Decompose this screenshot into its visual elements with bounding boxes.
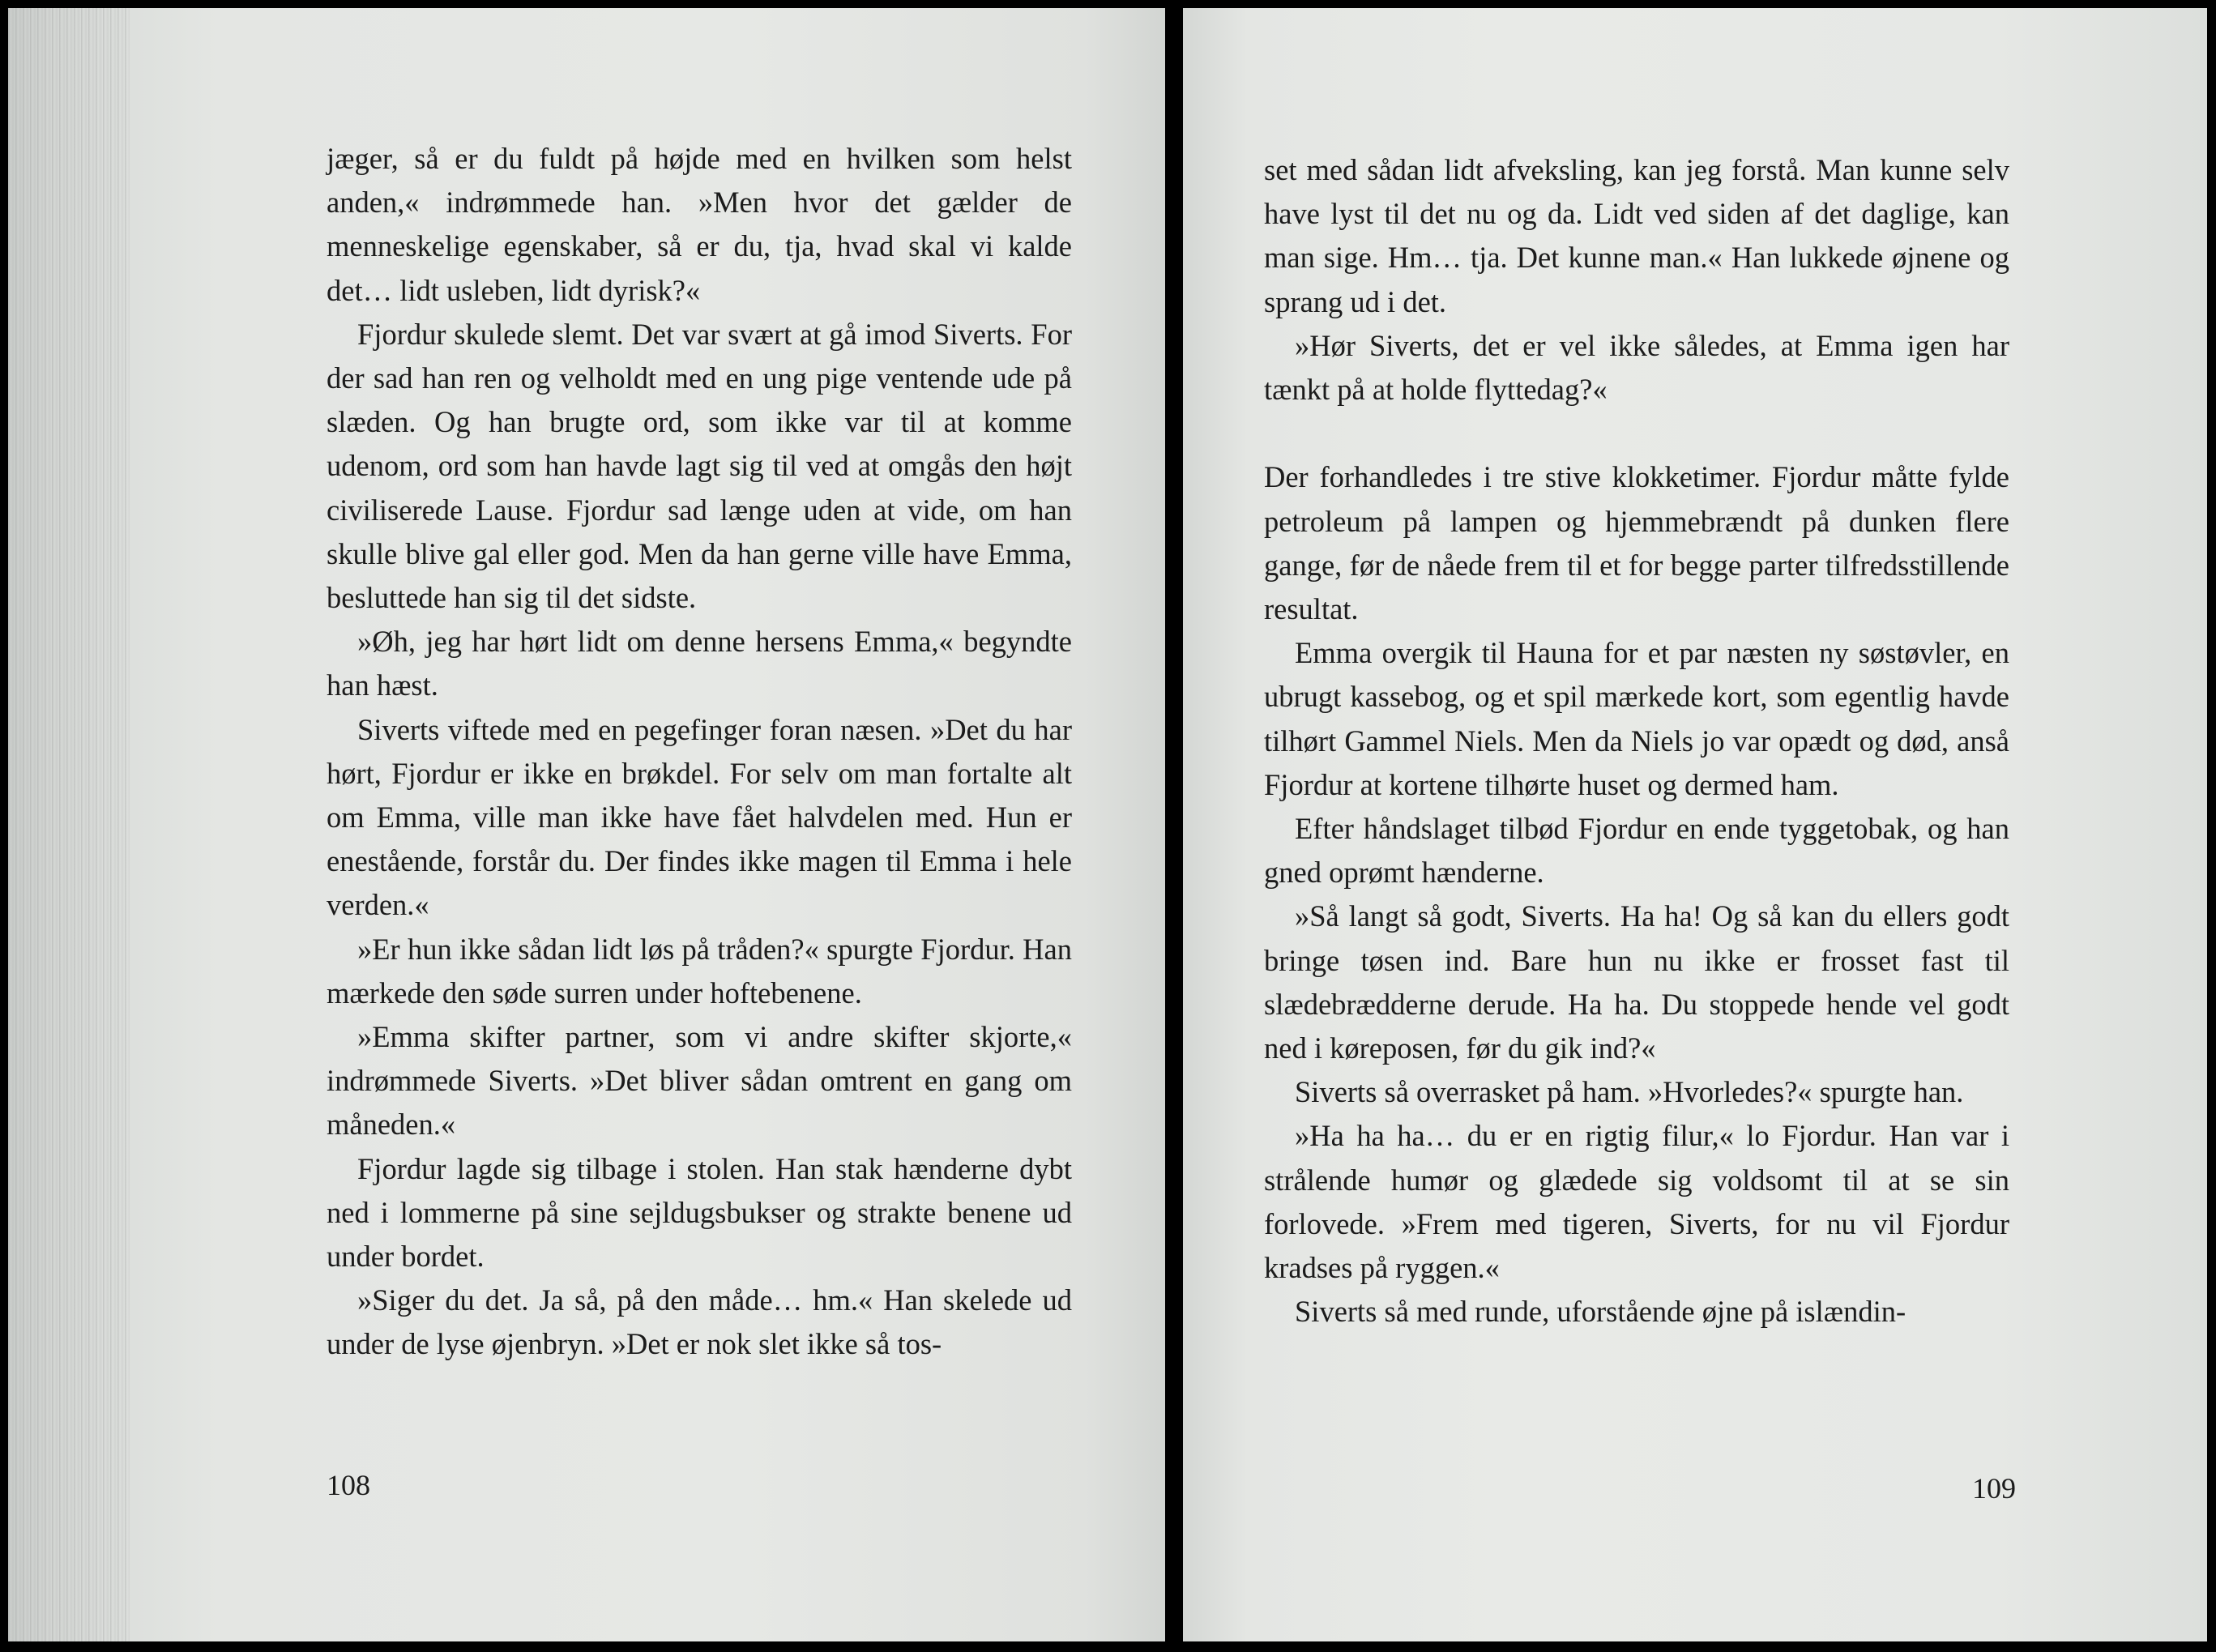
right-page: [1183, 8, 2207, 1641]
right-page-number: 109: [1972, 1472, 2016, 1505]
paragraph: »Hør Siverts, det er vel ikke således, at Emma igen har tænkt på at holde flyttedag?«: [1264, 328, 2009, 407]
right-page-text: [1264, 148, 2009, 1334]
paragraph: Siverts viftede med en pegefinger foran næsen. »Det du har hørt, Fjordur er ikke en brøkdel. For selv om man fortalte alt om Emma, ville man ikke have fået halvdelen med. Hun er enestående, forstår du. Der findes ikke magen til Emma i hele verden.«: [327, 712, 1072, 922]
left-page-number: 108: [327, 1469, 370, 1501]
paragraph: »Emma skifter partner, som vi andre skifter skjorte,« indrømmede Siverts. »Det bliver sådan omtrent en gang om måneden.«: [327, 1020, 1072, 1142]
paragraph: »Siger du det. Ja så, på den måde… hm.« Han skelede ud under de lyse øjenbryn. »Det er nok slet ikke så tos-: [327, 1283, 1072, 1361]
paragraph: jæger, så er du fuldt på højde med en hvilken som helst anden,« indrømmede han. »Men hvor det gælder de menneskelige egenskaber, så er du, tja, hvad skal vi kalde det… lidt usleben, lidt dyrisk?«: [327, 142, 1072, 307]
paragraph: Efter håndslaget tilbød Fjordur en ende tyggetobak, og han gned oprømt hænderne.: [1264, 812, 2009, 890]
left-page-text: [327, 137, 1072, 1367]
paragraph: Fjordur skulede slemt. Det var svært at gå imod Siverts. For der sad han ren og velholdt med en ung pige ventende ude på slæden. Og han brugte ord, som ikke var til at komme udenom, ord som han havde lagt sig til ved at omgås den højt civiliserede Lause. Fjordur sad længe uden at vide, om han skulle blive gal eller god. Men da han gerne ville have Emma, besluttede han sig til det sidste.: [327, 317, 1072, 615]
paragraph: »Ha ha ha… du er en rigtig filur,« lo Fjordur. Han var i strålende humør og glædede sig voldsomt til at se sin forlovede. »Frem med tigeren, Siverts, for nu vil Fjordur kradses på ryggen.«: [1264, 1119, 2009, 1285]
paragraph: »Øh, jeg har hørt lidt om denne hersens Emma,« begyndte han hæst.: [327, 625, 1072, 702]
paragraph: Der forhandledes i tre stive klokketimer. Fjordur måtte fylde petroleum på lampen og hjemmebrændt på dunken flere gange, før de nåede frem til et for begge parter tilfredsstillende resultat.: [1264, 460, 2009, 626]
paragraph: set med sådan lidt afveksling, kan jeg forstå. Man kunne selv have lyst til det nu og da. Lidt ved siden af det daglige, kan man sige. Hm… tja. Det kunne man.« Han lukkede øjnene og sprang ud i det.: [1264, 153, 2009, 318]
left-page: [8, 8, 1165, 1641]
paragraph: Siverts så overrasket på ham. »Hvorledes?« spurgte han.: [1295, 1075, 1964, 1109]
paragraph: Siverts så med runde, uforstående øjne på islændin-: [1295, 1295, 1906, 1329]
paragraph: Fjordur lagde sig tilbage i stolen. Han stak hænderne dybt ned i lommerne på sine sejldugsbukser og strakte benene ud under bordet.: [327, 1151, 1072, 1274]
paragraph: »Er hun ikke sådan lidt løs på tråden?« spurgte Fjordur. Han mærkede den søde surren under hoftebenene.: [327, 932, 1072, 1010]
paragraph: Emma overgik til Hauna for et par næsten ny søstøvler, en ubrugt kassebog, og et spil mærkede kort, som egentlig havde tilhørt Gammel Niels. Men da Niels jo var opædt og død, anså Fjordur at kortene tilhørte huset og dermed ham.: [1264, 636, 2009, 801]
paragraph: »Så langt så godt, Siverts. Ha ha! Og så kan du ellers godt bringe tøsen ind. Bare hun nu ikke er frosset fast til slædebrædderne derude. Ha ha. Du stoppede hende vel godt ned i køreposen, før du gik ind?«: [1264, 899, 2009, 1065]
